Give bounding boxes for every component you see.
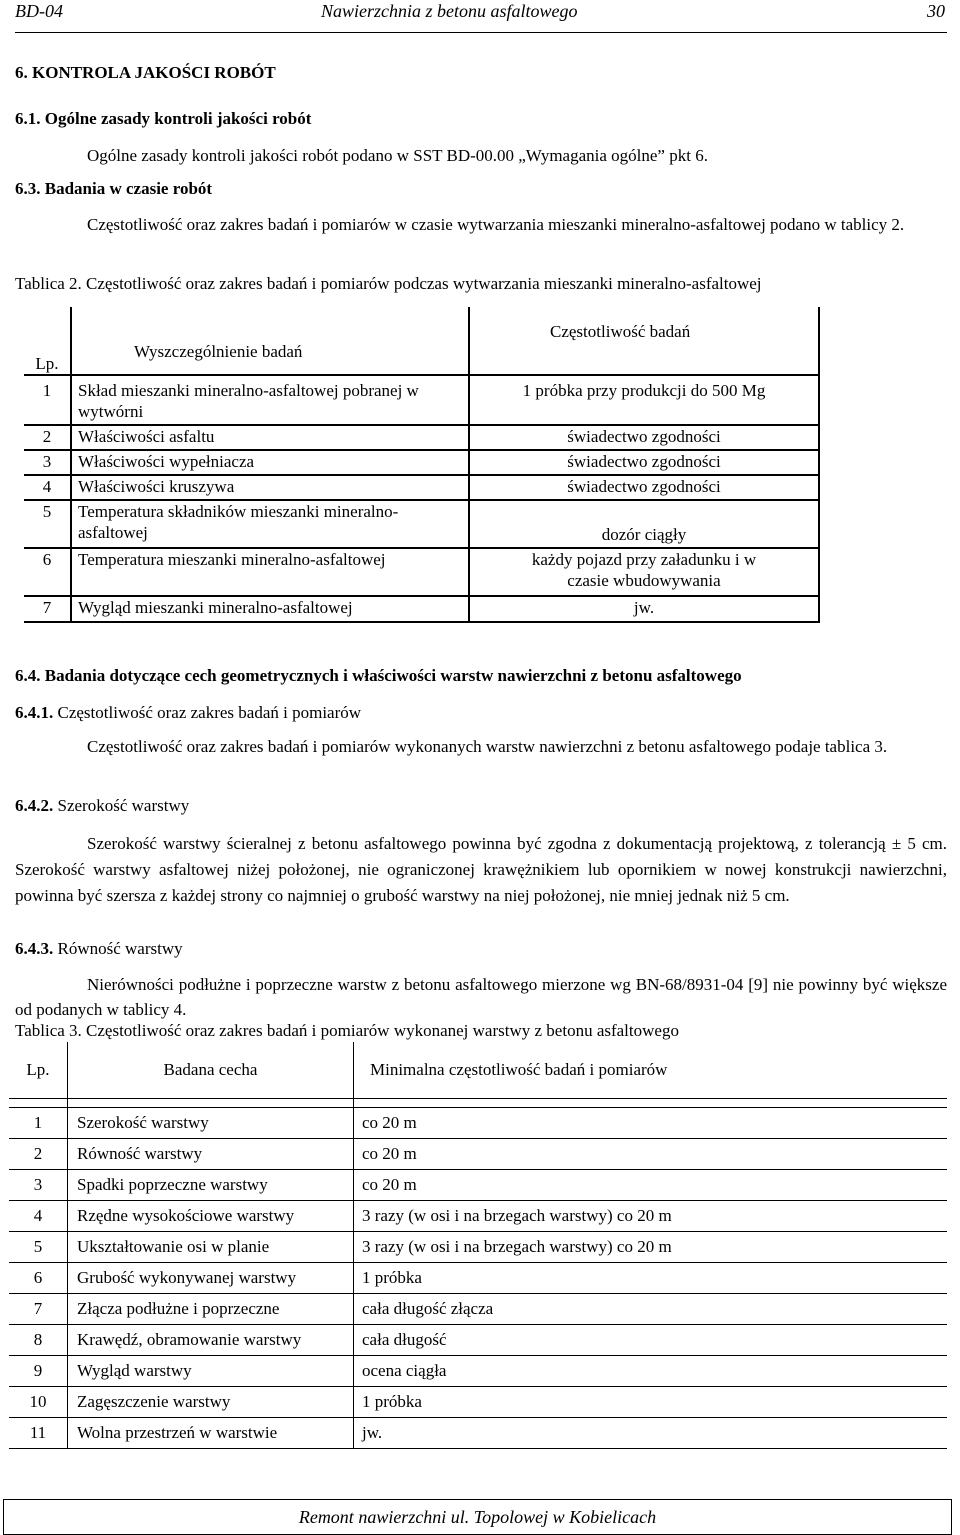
- table-2: [24, 307, 820, 623]
- table-row: 9 Wygląd warstwy ocena ciągła: [9, 1355, 947, 1386]
- section-heading: 6. KONTROLA JAKOŚCI ROBÓT: [15, 63, 276, 82]
- subsection-heading-6-3: 6.3. Badania w czasie robót: [15, 179, 213, 198]
- header-feature: Badana cecha: [68, 1042, 354, 1098]
- table-row: 1 Szerokość warstwy co 20 m: [9, 1107, 947, 1138]
- header-description: Wyszczególnienie badań: [71, 307, 469, 375]
- table-row: 5 Temperatura składników mieszanki mineralno-asfaltowej dozór ciągły: [24, 500, 819, 548]
- paragraph-6-4-1: Częstotliwość oraz zakres badań i pomiarów wykonanych warstw nawierzchni z betonu asfaltowego podaje tablica 3.: [87, 737, 888, 756]
- table2-caption: Tablica 2. Częstotliwość oraz zakres badań i pomiarów podczas wytwarzania mieszanki mineralno-asfaltowej: [15, 274, 762, 293]
- spacer-row: [9, 1098, 947, 1107]
- document-code: BD-04: [15, 1, 63, 21]
- table-row: 5 Ukształtowanie osi w planie 3 razy (w osi i na brzegach warstwy) co 20 m: [9, 1231, 947, 1262]
- subsection-heading-6-4-2: 6.4.2. Szerokość warstwy: [15, 796, 190, 815]
- header-frequency: Częstotliwość badań: [469, 307, 819, 375]
- table-header-row: [9, 1042, 947, 1098]
- table-row: 6 Temperatura mieszanki mineralno-asfaltowej każdy pojazd przy załadunku i w czasie wbudowywania: [24, 548, 819, 596]
- document-title: Nawierzchnia z betonu asfaltowego: [321, 1, 578, 21]
- table-row: 8 Krawędź, obramowanie warstwy cała długość: [9, 1324, 947, 1355]
- table-row: 1 Skład mieszanki mineralno-asfaltowej pobranej w wytwórni 1 próbka przy produkcji do 500 Mg: [24, 375, 819, 425]
- table3-caption: Tablica 3. Częstotliwość oraz zakres badań i pomiarów wykonanej warstwy z betonu asfaltowego: [15, 1021, 679, 1040]
- header-lp: Lp.: [9, 1042, 68, 1098]
- page-header: [15, 0, 947, 33]
- header-lp: Lp.: [24, 307, 71, 375]
- paragraph-6-3: Częstotliwość oraz zakres badań i pomiarów w czasie wytwarzania mieszanki mineralno-asfaltowej podano w tablicy 2.: [87, 215, 905, 234]
- paragraph-6-4-2: Szerokość warstwy ścieralnej z betonu asfaltowego powinna być zgodna z dokumentacją projektową, z tolerancją ± 5 cm. Szerokość warstwy asfaltowej niżej położonej, nie ograniczonej krawężnikiem lub opornikiem w nowej konstrukcji nawierzchni, powinna być szersza z każdej strony co najmniej o grubość warstwy na niej położonej, nie mniej jednak niż 5 cm.: [15, 834, 947, 905]
- table-3: [9, 1042, 947, 1449]
- subsection-heading-6-1: 6.1. Ogólne zasady kontroli jakości robót: [15, 109, 312, 128]
- table-row: 2 Równość warstwy co 20 m: [9, 1138, 947, 1169]
- table-row: 3 Właściwości wypełniacza świadectwo zgodności: [24, 450, 819, 475]
- table-row: 6 Grubość wykonywanej warstwy 1 próbka: [9, 1262, 947, 1293]
- header-frequency: Minimalna częstotliwość badań i pomiarów: [354, 1042, 948, 1098]
- table-row: 11 Wolna przestrzeń w warstwie jw.: [9, 1417, 947, 1448]
- table-row: 2 Właściwości asfaltu świadectwo zgodności: [24, 425, 819, 450]
- table-row: 3 Spadki poprzeczne warstwy co 20 m: [9, 1169, 947, 1200]
- page-footer: Remont nawierzchni ul. Topolowej w Kobielicach: [3, 1499, 952, 1535]
- paragraph-6-1: Ogólne zasady kontroli jakości robót podano w SST BD-00.00 „Wymagania ogólne” pkt 6.: [87, 146, 708, 165]
- subsection-heading-6-4-1: 6.4.1. Częstotliwość oraz zakres badań i pomiarów: [15, 703, 362, 722]
- table-row: 4 Rzędne wysokościowe warstwy 3 razy (w osi i na brzegach warstwy) co 20 m: [9, 1200, 947, 1231]
- subsection-heading-6-4: 6.4. Badania dotyczące cech geometrycznych i właściwości warstw nawierzchni z betonu asfaltowego: [15, 666, 742, 685]
- table-row: 7 Złącza podłużne i poprzeczne cała długość złącza: [9, 1293, 947, 1324]
- table-header-row: [24, 307, 819, 375]
- table-row: 4 Właściwości kruszywa świadectwo zgodności: [24, 475, 819, 500]
- paragraph-6-4-3: Nierówności podłużne i poprzeczne warstw z betonu asfaltowego mierzone wg BN-68/8931-04 [9] nie powinny być większe od podanych w tablicy 4.: [15, 975, 947, 1019]
- subsection-heading-6-4-3: 6.4.3. Równość warstwy: [15, 939, 183, 958]
- page-number: 30: [927, 1, 945, 21]
- table-row: 10 Zagęszczenie warstwy 1 próbka: [9, 1386, 947, 1417]
- table-row: 7 Wygląd mieszanki mineralno-asfaltowej jw.: [24, 596, 819, 622]
